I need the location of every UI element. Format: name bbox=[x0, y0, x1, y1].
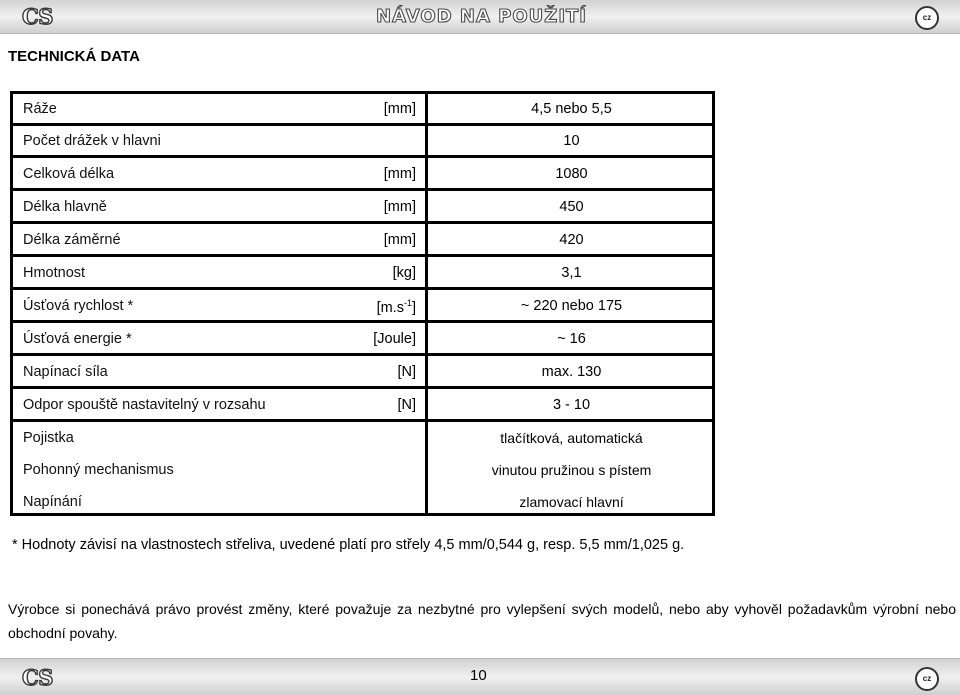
table-row bbox=[13, 324, 712, 356]
table-row bbox=[13, 159, 712, 191]
spec-value: 3 - 10 bbox=[552, 397, 591, 413]
spec-table bbox=[10, 91, 715, 516]
header-bar bbox=[0, 0, 960, 34]
country-badge-icon: cz bbox=[915, 667, 939, 691]
spec-label: Napínací síla bbox=[23, 364, 108, 380]
unit-close: ] bbox=[411, 299, 416, 316]
table-row bbox=[13, 487, 712, 519]
spec-label: Délka hlavně bbox=[23, 199, 107, 215]
disclaimer-text: Výrobce si ponechává právo provést změny, které považuje za nezbytné pro vylepšení svých modelů, nebo aby vyhověl požadavkům výrobní nebo obchodní povahy. bbox=[8, 601, 956, 641]
spec-unit: [N] bbox=[397, 397, 416, 413]
spec-unit: [mm] bbox=[383, 166, 416, 182]
table-row bbox=[13, 357, 712, 389]
table-row bbox=[13, 192, 712, 224]
spec-label: Úsťová rychlost * bbox=[23, 298, 134, 314]
table-row bbox=[13, 423, 712, 455]
table-row bbox=[13, 390, 712, 422]
country-badge-icon: cz bbox=[915, 6, 939, 30]
spec-label: Délka záměrné bbox=[23, 232, 121, 248]
spec-unit bbox=[377, 298, 416, 316]
table-row bbox=[13, 258, 712, 290]
spec-label: Hmotnost bbox=[23, 265, 86, 281]
spec-label: Odpor spouště nastavitelný v rozsahu bbox=[23, 397, 266, 413]
spec-label: Ráže bbox=[23, 101, 57, 117]
table-row bbox=[13, 126, 712, 158]
footer-bar bbox=[0, 658, 960, 695]
spec-value: 3,1 bbox=[561, 265, 582, 281]
spec-unit: [Joule] bbox=[373, 331, 416, 347]
spec-value: 450 bbox=[559, 199, 584, 215]
spec-value: ~ 220 nebo 175 bbox=[520, 298, 623, 314]
unit-exponent: -1 bbox=[403, 298, 412, 308]
spec-label: Pojistka bbox=[23, 430, 74, 446]
spec-unit: [mm] bbox=[383, 101, 416, 117]
spec-unit: [mm] bbox=[383, 232, 416, 248]
spec-label: Napínání bbox=[23, 494, 82, 510]
spec-unit: [N] bbox=[397, 364, 416, 380]
spec-label: Pohonný mechanismus bbox=[23, 462, 174, 478]
spec-value: zlamovací hlavní bbox=[519, 494, 624, 510]
spec-value: tlačítková, automatická bbox=[500, 430, 643, 446]
spec-value: max. 130 bbox=[541, 364, 602, 380]
footnote: * Hodnoty závisí na vlastnostech střeliva, uvedené platí pro střely 4,5 mm/0,544 g, resp. 5,5 mm/1,025 g. bbox=[12, 537, 685, 553]
spec-value: 4,5 nebo 5,5 bbox=[531, 101, 612, 117]
cs-logo: CS bbox=[22, 665, 53, 690]
table-row bbox=[13, 455, 712, 487]
spec-value: 420 bbox=[559, 232, 584, 248]
unit-base: [m.s bbox=[376, 299, 404, 316]
cs-logo: CS bbox=[22, 4, 53, 29]
spec-value: 1080 bbox=[555, 166, 588, 182]
table-row bbox=[13, 291, 712, 323]
section-title: TECHNICKÁ DATA bbox=[8, 48, 140, 65]
spec-label: Celková délka bbox=[23, 166, 115, 182]
spec-value: ~ 16 bbox=[557, 331, 586, 347]
manual-title: NÁVOD NA POUŽITÍ bbox=[376, 6, 587, 27]
table-row bbox=[13, 94, 712, 126]
page-number: 10 bbox=[470, 667, 487, 684]
table-row bbox=[13, 225, 712, 257]
spec-label: Počet drážek v hlavni bbox=[23, 133, 161, 149]
spec-value: vinutou pružinou s pístem bbox=[491, 462, 652, 478]
spec-unit: [kg] bbox=[392, 265, 416, 281]
spec-value: 10 bbox=[563, 133, 580, 149]
spec-unit: [mm] bbox=[383, 199, 416, 215]
spec-label: Úsťová energie * bbox=[23, 331, 132, 347]
